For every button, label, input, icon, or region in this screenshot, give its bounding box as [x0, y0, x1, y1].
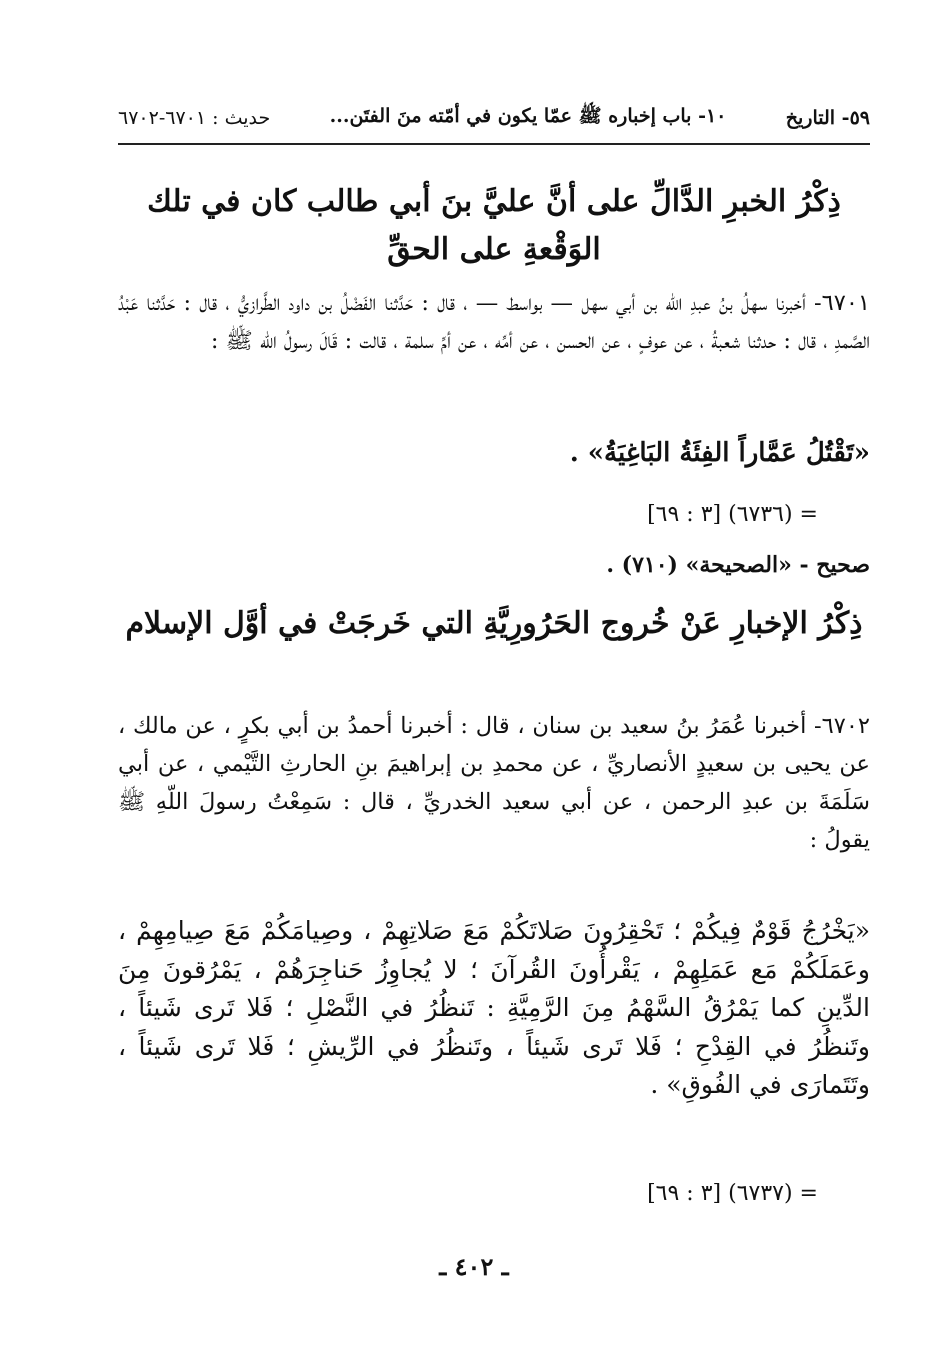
hadith-6701-matn: «تَقْتُلُ عَمَّاراً الفِئَةُ البَاغِيَةُ» . [569, 438, 870, 468]
hadith-6701-reference: = (٦٧٣٦) [٣ : ٦٩] [647, 502, 818, 527]
section1-heading: ذِكْرُ الخبرِ الدَّالِّ على أنَّ عليَّ بنَ أبي طالب كان في تلك الوَقْعةِ على الحقِّ [147, 184, 841, 267]
hadith-6701-isnad: ٦٧٠١- أخبرنا سهلُ بنُ عبدِ اللّه بن أبي سهل — بواسط — ، قال : حَدَّثنا الفَضْلُ بن داود الطَّرازيُّ ، قال : حَدَّثنا عَبْدُ الصَّمدِ ، قال : حدثنا شعبةُ ، عن عوفٍ ، عن الحسن ، عن أمِّه ، عن أمِّ سلمة ، قالت : قَالَ رسولُ اللّه ﷺ : [118, 290, 870, 354]
hadith-6702-isnad: ٦٧٠٢- أخبرنا عُمَرُ بنُ سعيد بن سنان ، قال : أخبرنا أحمدُ بن أبي بكرٍ ، عن مالك ، عن يحيى بن سعيدٍ الأنصاريِّ ، عن محمدِ بن إبراهيمَ بنِ الحارثِ التَّيْمي ، عن أبي سَلَمَةَ بن عبدِ الرحمن ، عن أبي سعيد الخدريِّ ، قال : سَمِعْتُ رسولَ اللّهِ ﷺ يقولُ : [118, 713, 870, 853]
section2-heading: ذِكْرُ الإخبارِ عَنْ خُروج الحَرُورِيَّةِ التي خَرجَتْ في أوَّل الإسلام [125, 606, 863, 641]
hadith-range: حديث : ٦٧٠١-٦٧٠٢ [118, 107, 271, 129]
hadith-6702-matn: «يَخْرُجُ قَوْمٌ فِيكُمْ ؛ تَحْقِرُونَ صَلاتَكُمْ مَعَ صَلاتِهِمْ ، وصِيامَكُمْ مَعَ صِيامِهِمْ ، وعَمَلَكُمْ مَع عَمَلِهِمْ ، يَقْرأُونَ القُرآنَ ؛ لا يُجاوِزُ حَناجِرَهُمْ ، يَمْرُقونَ مِنَ الدِّينِ كما يَمْرُقُ السَّهْمُ مِنَ الرَّمِيَّةِ : تَنظُرُ في النَّصْلِ ؛ فَلا تَرى شَيئاً ، وتَنظُرُ في القِدْحِ ؛ فَلا تَرى شَيئاً ، وتَنظُرُ في الرِّيشِ ؛ فَلا تَرى شَيئاً ، وتَتَمارَى في الفُوقِ» . [118, 916, 870, 1099]
section-title: ١٠- باب إخباره ﷺ عمّا يكون في أمّته منَ الفتَن... [329, 105, 727, 127]
running-header [118, 95, 870, 141]
chapter-title: ٥٩- التاريخ [785, 107, 870, 129]
header-rule [118, 143, 870, 145]
hadith-6702-reference: = (٦٧٣٧) [٣ : ٦٩] [647, 1181, 818, 1206]
page-number: ـ ٤٠٢ ـ [439, 1252, 509, 1281]
hadith-6701-grade: صحيح - «الصحيحة» (٧١٠) . [606, 552, 870, 578]
